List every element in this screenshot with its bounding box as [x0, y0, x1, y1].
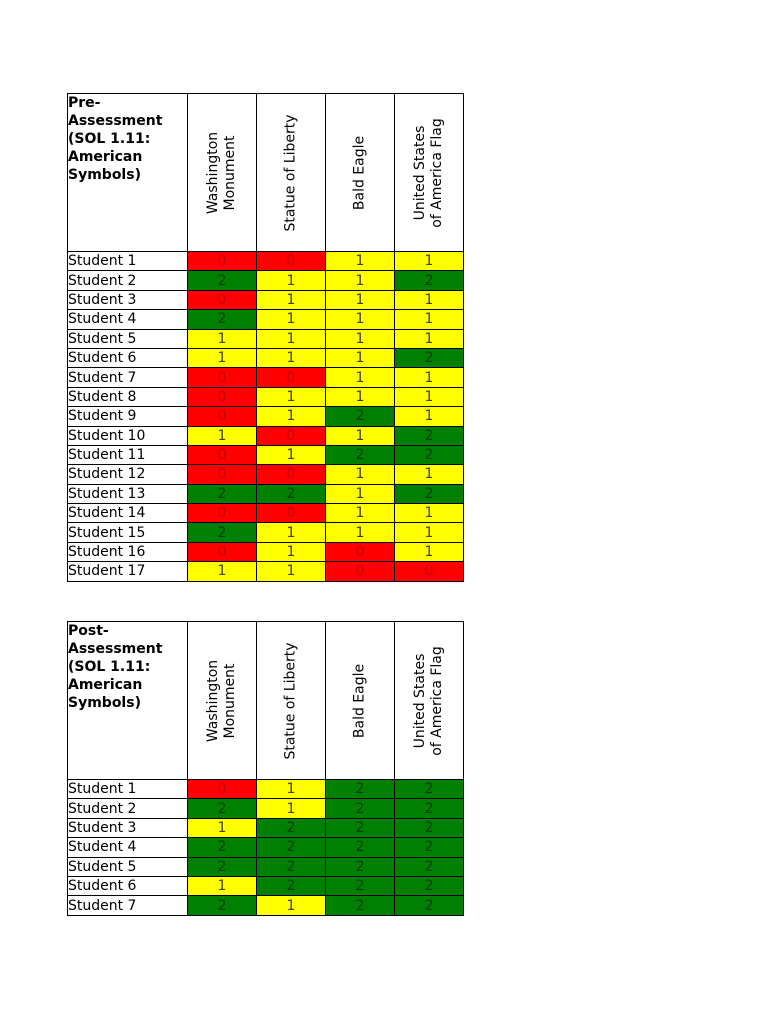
- score-cell: 1: [395, 368, 464, 387]
- post-col-us-flag: United States of America Flag: [395, 622, 464, 780]
- score-cell: 0: [188, 407, 257, 426]
- table-row: [68, 896, 464, 915]
- table-row: [68, 445, 464, 464]
- score-cell: 1: [326, 504, 395, 523]
- student-name: Student 7: [68, 896, 188, 915]
- post-table-body: [68, 780, 464, 916]
- score-cell: 1: [257, 780, 326, 799]
- table-row: [68, 818, 464, 837]
- score-cell: 2: [257, 818, 326, 837]
- score-cell: 1: [326, 426, 395, 445]
- score-cell: 0: [188, 368, 257, 387]
- score-cell: 0: [257, 504, 326, 523]
- score-cell: 2: [188, 838, 257, 857]
- table-row: [68, 780, 464, 799]
- score-cell: 1: [395, 523, 464, 542]
- score-cell: 2: [395, 857, 464, 876]
- score-cell: 0: [257, 465, 326, 484]
- pre-col-us-flag: United States of America Flag: [395, 94, 464, 252]
- student-name: Student 6: [68, 876, 188, 895]
- table-row: [68, 523, 464, 542]
- score-cell: 0: [188, 445, 257, 464]
- pre-title: Pre- Assessment (SOL 1.11: American Symbols): [68, 94, 188, 252]
- score-cell: 1: [326, 290, 395, 309]
- table-row: [68, 426, 464, 445]
- score-cell: 0: [257, 426, 326, 445]
- score-cell: 2: [188, 523, 257, 542]
- score-cell: 2: [188, 484, 257, 503]
- score-cell: 2: [395, 780, 464, 799]
- score-cell: 1: [395, 465, 464, 484]
- pre-table-body: [68, 252, 464, 582]
- score-cell: 2: [395, 896, 464, 915]
- score-cell: 1: [257, 562, 326, 581]
- score-cell: 0: [257, 368, 326, 387]
- score-cell: 2: [326, 407, 395, 426]
- score-cell: 2: [395, 445, 464, 464]
- score-cell: 0: [188, 252, 257, 271]
- score-cell: 1: [188, 348, 257, 367]
- score-cell: 0: [188, 387, 257, 406]
- score-cell: 1: [188, 426, 257, 445]
- score-cell: 2: [395, 876, 464, 895]
- student-name: Student 8: [68, 387, 188, 406]
- post-col-bald-eagle: Bald Eagle: [326, 622, 395, 780]
- score-cell: 1: [395, 310, 464, 329]
- pre-col-bald-eagle: Bald Eagle: [326, 94, 395, 252]
- student-name: Student 4: [68, 310, 188, 329]
- score-cell: 2: [326, 857, 395, 876]
- score-cell: 0: [188, 780, 257, 799]
- score-cell: 1: [257, 445, 326, 464]
- student-name: Student 1: [68, 252, 188, 271]
- post-col-statue-of-liberty: Statue of Liberty: [257, 622, 326, 780]
- score-cell: 0: [188, 542, 257, 561]
- score-cell: 2: [257, 484, 326, 503]
- score-cell: 1: [326, 310, 395, 329]
- score-cell: 1: [257, 523, 326, 542]
- table-row: [68, 348, 464, 367]
- score-cell: 2: [326, 876, 395, 895]
- student-name: Student 3: [68, 290, 188, 309]
- score-cell: 2: [395, 838, 464, 857]
- table-row: [68, 799, 464, 818]
- score-cell: 2: [326, 445, 395, 464]
- pre-header-row: [68, 94, 464, 252]
- score-cell: 1: [257, 896, 326, 915]
- table-row: [68, 407, 464, 426]
- score-cell: 2: [326, 780, 395, 799]
- student-name: Student 9: [68, 407, 188, 426]
- score-cell: 2: [257, 838, 326, 857]
- score-cell: 1: [395, 252, 464, 271]
- score-cell: 0: [257, 252, 326, 271]
- score-cell: 1: [257, 542, 326, 561]
- post-assessment-table: [67, 621, 464, 916]
- post-title: Post- Assessment (SOL 1.11: American Symbols): [68, 622, 188, 780]
- score-cell: 1: [326, 271, 395, 290]
- score-cell: 1: [395, 329, 464, 348]
- table-row: [68, 387, 464, 406]
- table-row: [68, 310, 464, 329]
- score-cell: 2: [257, 857, 326, 876]
- pre-col-washington-monument: Washington Monument: [188, 94, 257, 252]
- table-row: [68, 271, 464, 290]
- score-cell: 2: [395, 348, 464, 367]
- score-cell: 2: [188, 857, 257, 876]
- score-cell: 0: [188, 504, 257, 523]
- score-cell: 1: [257, 310, 326, 329]
- score-cell: 1: [326, 465, 395, 484]
- score-cell: 1: [188, 876, 257, 895]
- student-name: Student 1: [68, 780, 188, 799]
- table-row: [68, 542, 464, 561]
- score-cell: 2: [326, 896, 395, 915]
- score-cell: 2: [188, 799, 257, 818]
- score-cell: 1: [395, 542, 464, 561]
- pre-assessment-table: [67, 93, 464, 582]
- score-cell: 1: [188, 329, 257, 348]
- score-cell: 0: [395, 562, 464, 581]
- table-row: [68, 562, 464, 581]
- table-row: [68, 876, 464, 895]
- score-cell: 0: [188, 465, 257, 484]
- score-cell: 2: [326, 838, 395, 857]
- table-row: [68, 838, 464, 857]
- score-cell: 2: [188, 896, 257, 915]
- score-cell: 1: [257, 407, 326, 426]
- post-col-washington-monument: Washington Monument: [188, 622, 257, 780]
- student-name: Student 13: [68, 484, 188, 503]
- student-name: Student 14: [68, 504, 188, 523]
- table-row: [68, 329, 464, 348]
- score-cell: 1: [257, 290, 326, 309]
- score-cell: 1: [257, 387, 326, 406]
- score-cell: 2: [395, 271, 464, 290]
- student-name: Student 6: [68, 348, 188, 367]
- score-cell: 1: [188, 818, 257, 837]
- score-cell: 1: [257, 329, 326, 348]
- score-cell: 2: [395, 799, 464, 818]
- score-cell: 1: [326, 523, 395, 542]
- score-cell: 2: [395, 484, 464, 503]
- score-cell: 2: [395, 426, 464, 445]
- score-cell: 1: [326, 484, 395, 503]
- score-cell: 1: [257, 348, 326, 367]
- student-name: Student 12: [68, 465, 188, 484]
- score-cell: 0: [188, 290, 257, 309]
- student-name: Student 7: [68, 368, 188, 387]
- student-name: Student 2: [68, 271, 188, 290]
- student-name: Student 5: [68, 857, 188, 876]
- student-name: Student 15: [68, 523, 188, 542]
- table-row: [68, 504, 464, 523]
- student-name: Student 17: [68, 562, 188, 581]
- table-row: [68, 465, 464, 484]
- score-cell: 1: [326, 387, 395, 406]
- student-name: Student 5: [68, 329, 188, 348]
- score-cell: 1: [257, 271, 326, 290]
- score-cell: 2: [395, 818, 464, 837]
- score-cell: 0: [326, 562, 395, 581]
- table-row: [68, 290, 464, 309]
- score-cell: 1: [326, 348, 395, 367]
- pre-col-statue-of-liberty: Statue of Liberty: [257, 94, 326, 252]
- table-row: [68, 252, 464, 271]
- score-cell: 2: [257, 876, 326, 895]
- score-cell: 2: [326, 799, 395, 818]
- student-name: Student 16: [68, 542, 188, 561]
- score-cell: 1: [257, 799, 326, 818]
- score-cell: 1: [395, 407, 464, 426]
- score-cell: 1: [326, 368, 395, 387]
- score-cell: 1: [326, 252, 395, 271]
- post-header-row: [68, 622, 464, 780]
- score-cell: 1: [188, 562, 257, 581]
- score-cell: 1: [326, 329, 395, 348]
- score-cell: 2: [326, 818, 395, 837]
- score-cell: 1: [395, 290, 464, 309]
- student-name: Student 11: [68, 445, 188, 464]
- student-name: Student 10: [68, 426, 188, 445]
- score-cell: 0: [326, 542, 395, 561]
- student-name: Student 3: [68, 818, 188, 837]
- student-name: Student 4: [68, 838, 188, 857]
- table-row: [68, 857, 464, 876]
- score-cell: 2: [188, 271, 257, 290]
- score-cell: 1: [395, 504, 464, 523]
- score-cell: 2: [188, 310, 257, 329]
- table-row: [68, 368, 464, 387]
- score-cell: 1: [395, 387, 464, 406]
- student-name: Student 2: [68, 799, 188, 818]
- table-row: [68, 484, 464, 503]
